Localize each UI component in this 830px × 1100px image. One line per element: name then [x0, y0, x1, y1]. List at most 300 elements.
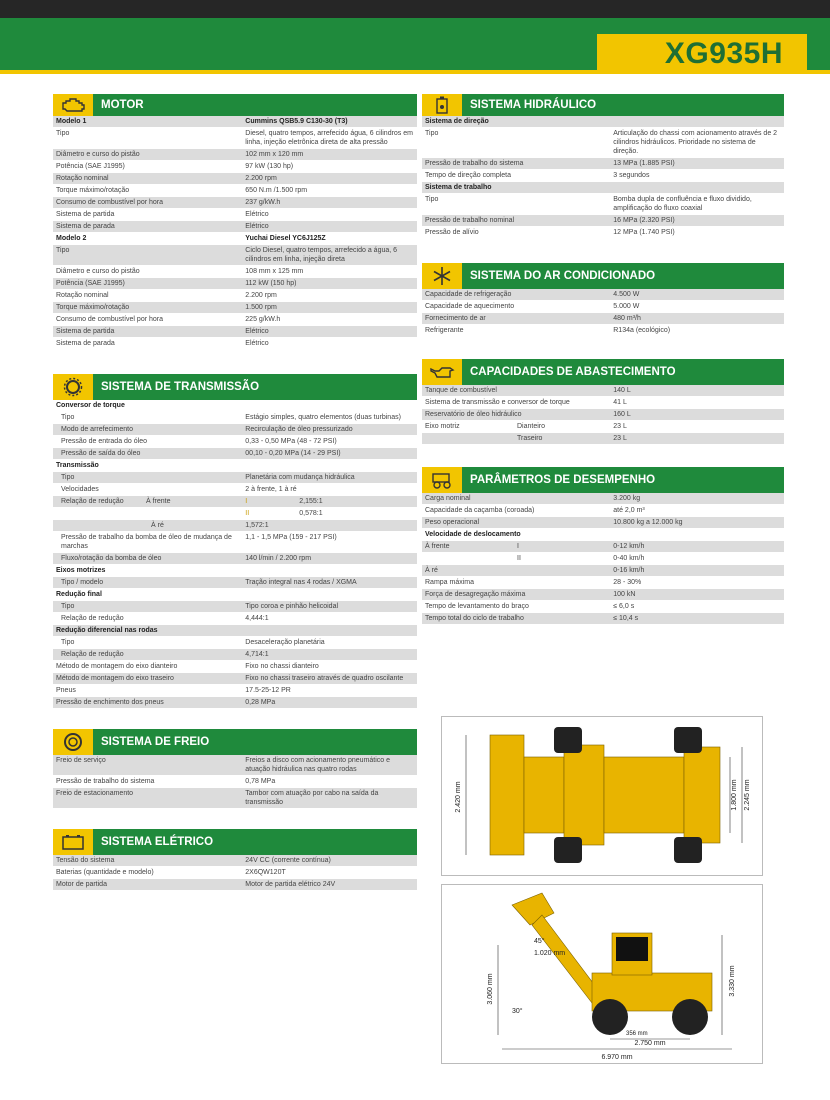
- spec-value: Freios a disco com acionamento pneumático e atuação hidráulica nas quatro rodas: [242, 755, 417, 776]
- gear-1-value: 2,155:1: [299, 498, 323, 505]
- empty-cell: [53, 508, 242, 520]
- spec-value: ≤ 10,4 s: [610, 613, 784, 625]
- spec-row: [53, 128, 417, 149]
- spec-row: [53, 855, 417, 867]
- spec-value: 10.800 kg a 12.000 kg: [610, 517, 784, 529]
- spec-value: 1,1 - 1,5 MPa (159 - 217 PSI): [242, 532, 417, 553]
- spec-value: 3 segundos: [610, 170, 784, 182]
- spec-row: [53, 302, 417, 314]
- eixo-row: [422, 421, 784, 433]
- spec-row: [422, 116, 784, 128]
- eletrico-table: [53, 855, 417, 891]
- spec-value: [610, 116, 784, 128]
- spec-label: Sistema de transmissão e conversor de torque: [422, 397, 610, 409]
- spec-label: Eixos motrizes: [53, 565, 242, 577]
- eletrico-section: [53, 829, 417, 891]
- reduction-re: À ré: [53, 520, 242, 532]
- spec-row: [422, 589, 784, 601]
- spec-row: [53, 149, 417, 161]
- spec-label: Tempo de direção completa: [422, 170, 610, 182]
- side-view-drawing: [441, 884, 763, 1064]
- spec-value: [610, 529, 784, 541]
- freio-title: SISTEMA DE FREIO: [101, 736, 210, 748]
- motor-title: MOTOR: [101, 99, 144, 111]
- spec-row: [422, 529, 784, 541]
- spec-row: [53, 436, 417, 448]
- spec-value: Tipo coroa e pinhão helicoidal: [242, 601, 417, 613]
- spec-value: [242, 625, 417, 637]
- desempenho-header: [422, 467, 784, 493]
- vel-label-cell: [422, 541, 610, 553]
- spec-label: Carga nominal: [422, 493, 610, 505]
- spec-label: Relação de redução: [53, 613, 242, 625]
- spec-label: Tipo: [53, 637, 242, 649]
- vel-row: [422, 541, 784, 553]
- spec-row: [422, 601, 784, 613]
- spec-value: R134a (ecológico): [610, 325, 784, 337]
- spec-label: Tipo: [53, 245, 242, 266]
- spec-value: 17.5-25-12 PR: [242, 685, 417, 697]
- spec-label: Sistema de direção: [422, 116, 610, 128]
- spec-row: [422, 170, 784, 182]
- top-view-drawing: [441, 716, 763, 876]
- spec-label: Pressão de trabalho do sistema: [53, 776, 242, 788]
- spec-value: 24V CC (corrente contínua): [242, 855, 417, 867]
- vel-row-2: [422, 553, 784, 565]
- cab-window: [616, 937, 648, 961]
- model-title: XG935H: [597, 34, 807, 74]
- loader-top-view: [442, 717, 762, 875]
- spec-row: [53, 233, 417, 245]
- transmissao-header: [53, 374, 417, 400]
- spec-row: [422, 128, 784, 158]
- spec-value: 00,10 - 0,20 MPa (14 - 29 PSI): [242, 448, 417, 460]
- spec-row: [422, 325, 784, 337]
- spec-row: [422, 613, 784, 625]
- spec-label: Pressão de enchimento dos pneus: [53, 697, 242, 709]
- spec-value: 4,444:1: [242, 613, 417, 625]
- dim-side-b: 3.060 mm: [487, 973, 494, 1005]
- eixo-label-cell: [422, 421, 610, 433]
- capacidades-header: [422, 359, 784, 385]
- spec-value: [242, 460, 417, 472]
- spec-label: Freio de estacionamento: [53, 788, 242, 809]
- vel-row-re: [422, 565, 784, 577]
- transmissao-section: [53, 374, 417, 709]
- spec-row: [53, 400, 417, 412]
- capacidades-title: CAPACIDADES DE ABASTECIMENTO: [470, 366, 676, 378]
- dim-top-a: 2.420 mm: [455, 781, 462, 813]
- dim-side-d: 356 mm: [626, 1031, 648, 1037]
- spec-label: Capacidade de refrigeração: [422, 289, 610, 301]
- spec-label: Relação de redução: [53, 649, 242, 661]
- hidraulico-table: [422, 116, 784, 239]
- spec-label: Velocidade de deslocamento: [422, 529, 610, 541]
- reduction-row: [53, 496, 417, 508]
- spec-label: Rotação nominal: [53, 290, 242, 302]
- spec-row: [53, 245, 417, 266]
- spec-label: Sistema de parada: [53, 221, 242, 233]
- spec-value: ≤ 6,0 s: [610, 601, 784, 613]
- spec-value: Planetária com mudança hidráulica: [242, 472, 417, 484]
- spec-label: Baterias (quantidade e modelo): [53, 867, 242, 879]
- spec-row: [53, 116, 417, 128]
- spec-row: [53, 424, 417, 436]
- eixo-dianteiro: Dianteiro: [517, 423, 546, 430]
- spec-value: 480 m³/h: [610, 313, 784, 325]
- spec-label: Método de montagem do eixo traseiro: [53, 673, 242, 685]
- spec-value: 140 L: [610, 385, 784, 397]
- spec-label: Capacidade da caçamba (coroada): [422, 505, 610, 517]
- dim-side-a: 1.020 mm: [534, 950, 566, 957]
- spec-row: [53, 685, 417, 697]
- spec-label: Tipo: [53, 412, 242, 424]
- spec-row: [53, 776, 417, 788]
- motor-table: [53, 116, 417, 350]
- vel-re-value: 0-16 km/h: [610, 565, 784, 577]
- spec-row: [53, 448, 417, 460]
- spec-row: [53, 266, 417, 278]
- spec-label: Conversor de torque: [53, 400, 242, 412]
- spec-label: Refrigerante: [422, 325, 610, 337]
- eixo-dianteiro-value: 23 L: [610, 421, 784, 433]
- freio-section: [53, 729, 417, 809]
- spec-value: [242, 565, 417, 577]
- spec-value: Tração integral nas 4 rodas / XGMA: [242, 577, 417, 589]
- vel-gear-2: II: [422, 553, 610, 565]
- spec-label: Método de montagem do eixo dianteiro: [53, 661, 242, 673]
- right-column: [422, 94, 784, 625]
- spec-value: 3.200 kg: [610, 493, 784, 505]
- spec-label: Pneus: [53, 685, 242, 697]
- hidraulico-header: [422, 94, 784, 116]
- spec-label: Motor de partida: [53, 879, 242, 891]
- spec-row: [53, 589, 417, 601]
- spec-label: Pressão de entrada do óleo: [53, 436, 242, 448]
- spec-row: [53, 185, 417, 197]
- spec-value: Diesel, quatro tempos, arrefecido água, 6 cilindros em linha, injeção eletrônica direta de alta pressão: [242, 128, 417, 149]
- hydraulic-tank-icon: [422, 94, 462, 116]
- spec-value: 225 g/kW.h: [242, 314, 417, 326]
- spec-label: Redução final: [53, 589, 242, 601]
- loader-side-view: [442, 885, 762, 1063]
- dim-side-c: 3.330 mm: [729, 965, 736, 997]
- ar-title: SISTEMA DO AR CONDICIONADO: [470, 270, 656, 282]
- spec-label: Modo de arrefecimento: [53, 424, 242, 436]
- spec-value: Elétrico: [242, 326, 417, 338]
- spec-label: Torque máximo/rotação: [53, 185, 242, 197]
- dim-side-g: 30°: [512, 1008, 523, 1015]
- vel-frente: À frente: [425, 543, 450, 550]
- spec-value: Elétrico: [242, 209, 417, 221]
- spec-row: [422, 577, 784, 589]
- spec-value: [242, 589, 417, 601]
- engine-icon: [53, 94, 93, 116]
- capacidades-table: [422, 385, 784, 445]
- spec-value: Desaceleração planetária: [242, 637, 417, 649]
- battery-icon: [53, 829, 93, 855]
- spec-label: Rotação nominal: [53, 173, 242, 185]
- spec-value: 2.200 rpm: [242, 173, 417, 185]
- dim-top-c: 2.245 mm: [744, 779, 751, 811]
- spec-label: Sistema de partida: [53, 209, 242, 221]
- spec-label: Sistema de parada: [53, 338, 242, 350]
- spec-row: [422, 385, 784, 397]
- spec-value: 1.500 rpm: [242, 302, 417, 314]
- spec-label: Modelo 2: [53, 233, 242, 245]
- spec-row: [53, 173, 417, 185]
- spec-row: [53, 601, 417, 613]
- spec-label: Sistema de partida: [53, 326, 242, 338]
- spec-label: Consumo de combustível por hora: [53, 314, 242, 326]
- vel-gear-1: I: [517, 543, 519, 550]
- reduction-values-cell-2: [242, 508, 417, 520]
- spec-label: Pressão de alívio: [422, 227, 610, 239]
- vel-gear-1-value: 0-12 km/h: [610, 541, 784, 553]
- spec-row: [422, 182, 784, 194]
- spec-value: 13 MPa (1.885 PSI): [610, 158, 784, 170]
- motor-section: [53, 94, 417, 350]
- spec-value: Articulação do chassi com acionamento através de 2 cilindros hidráulicos. Prioridade no sistema de direção.: [610, 128, 784, 158]
- spec-row: [53, 290, 417, 302]
- freio-table: [53, 755, 417, 809]
- spec-row: [53, 625, 417, 637]
- spec-row: [53, 326, 417, 338]
- spec-row: [53, 472, 417, 484]
- spec-value: 4.500 W: [610, 289, 784, 301]
- spec-value: 650 N.m /1.500 rpm: [242, 185, 417, 197]
- spec-value: Elétrico: [242, 221, 417, 233]
- spec-row: [53, 755, 417, 776]
- spec-row: [422, 313, 784, 325]
- spec-value: [610, 182, 784, 194]
- spec-label: Tensão do sistema: [53, 855, 242, 867]
- spec-value: 41 L: [610, 397, 784, 409]
- desempenho-section: [422, 467, 784, 625]
- spec-value: 100 kN: [610, 589, 784, 601]
- spec-value: Ciclo Diesel, quatro tempos, arrefecido a água, 6 cilindros em linha, injeção direta: [242, 245, 417, 266]
- spec-label: Tempo de levantamento do braço: [422, 601, 610, 613]
- spec-value: 112 kW (150 hp): [242, 278, 417, 290]
- spec-value: 2X6QW120T: [242, 867, 417, 879]
- ar-table: [422, 289, 784, 337]
- spec-row: [53, 484, 417, 496]
- ar-header: [422, 263, 784, 289]
- desempenho-title: PARÂMETROS DE DESEMPENHO: [470, 474, 656, 486]
- reduction-label-cell: [53, 496, 242, 508]
- spec-label: Torque máximo/rotação: [53, 302, 242, 314]
- eixo-traseiro: Traseiro: [422, 433, 610, 445]
- spec-row: [53, 460, 417, 472]
- spec-value: Tambor com atuação por cabo na saída da transmissão: [242, 788, 417, 809]
- spec-value: Motor de partida elétrico 24V: [242, 879, 417, 891]
- spec-label: Pressão de trabalho do sistema: [422, 158, 610, 170]
- spec-row: [53, 565, 417, 577]
- eixo-label: Eixo motriz: [425, 423, 460, 430]
- spec-value: 2.200 rpm: [242, 290, 417, 302]
- spec-row: [53, 338, 417, 350]
- spec-value: 160 L: [610, 409, 784, 421]
- gear-2: II: [245, 510, 250, 517]
- spec-row: [422, 301, 784, 313]
- spec-row: [422, 227, 784, 239]
- spec-label: Transmissão: [53, 460, 242, 472]
- transmissao-table: [53, 400, 417, 709]
- dim-top-b: 1.800 mm: [731, 779, 738, 811]
- spec-value: 5.000 W: [610, 301, 784, 313]
- spec-label: Freio de serviço: [53, 755, 242, 776]
- hidraulico-section: [422, 94, 784, 239]
- spec-value: Yuchai Diesel YC6J125Z: [242, 233, 417, 245]
- vel-re: À ré: [422, 565, 610, 577]
- spec-label: Rampa máxima: [422, 577, 610, 589]
- snowflake-icon: [422, 263, 462, 289]
- spec-row: [53, 697, 417, 709]
- reduction-frente: À frente: [146, 498, 171, 505]
- spec-value: 16 MPa (2.320 PSI): [610, 215, 784, 227]
- spec-row: [53, 577, 417, 589]
- spec-value: 108 mm x 125 mm: [242, 266, 417, 278]
- spec-label: Peso operacional: [422, 517, 610, 529]
- top-bar: [0, 0, 830, 18]
- spec-label: Tanque de combustível: [422, 385, 610, 397]
- spec-row: [53, 412, 417, 424]
- spec-value: Bomba dupla de confluência e fluxo dividido, amplificação do fluxo coaxial: [610, 194, 784, 215]
- motor-header: [53, 94, 417, 116]
- reduction-row-re: [53, 520, 417, 532]
- spec-label: Fluxo/rotação da bomba de óleo: [53, 553, 242, 565]
- spec-value: 0,33 - 0,50 MPa (48 - 72 PSI): [242, 436, 417, 448]
- spec-label: Capacidade de aquecimento: [422, 301, 610, 313]
- spec-label: Tempo total do ciclo de trabalho: [422, 613, 610, 625]
- spec-row: [422, 289, 784, 301]
- spec-row: [53, 661, 417, 673]
- spec-row: [53, 553, 417, 565]
- desempenho-table: [422, 493, 784, 625]
- reduction-label: Relação de redução: [61, 498, 124, 505]
- gear-2-value: 0,578:1: [299, 510, 323, 517]
- spec-label: Pressão de trabalho da bomba de óleo de mudança de marchas: [53, 532, 242, 553]
- eletrico-header: [53, 829, 417, 855]
- spec-value: Elétrico: [242, 338, 417, 350]
- spec-label: Tipo: [53, 472, 242, 484]
- spec-value: [242, 400, 417, 412]
- spec-label: Tipo: [53, 128, 242, 149]
- reduction-re-value: 1,572:1: [242, 520, 417, 532]
- loader-icon: [422, 467, 462, 493]
- spec-row: [53, 613, 417, 625]
- spec-value: 2 à frente, 1 à ré: [242, 484, 417, 496]
- spec-row: [422, 194, 784, 215]
- spec-value: 140 l/min / 2.200 rpm: [242, 553, 417, 565]
- hidraulico-title: SISTEMA HIDRÁULICO: [470, 99, 597, 111]
- spec-row: [53, 532, 417, 553]
- spec-value: até 2,0 m³: [610, 505, 784, 517]
- oil-can-icon: [422, 359, 462, 385]
- spec-row: [53, 637, 417, 649]
- spec-label: Tipo: [422, 128, 610, 158]
- spec-row: [53, 161, 417, 173]
- spec-row: [422, 409, 784, 421]
- reduction-row-2: [53, 508, 417, 520]
- spec-value: 102 mm x 120 mm: [242, 149, 417, 161]
- spec-label: Força de desagregação máxima: [422, 589, 610, 601]
- spec-value: 12 MPa (1.740 PSI): [610, 227, 784, 239]
- dim-side-angle: 45°: [534, 938, 545, 945]
- spec-label: Redução diferencial nas rodas: [53, 625, 242, 637]
- spec-row: [422, 158, 784, 170]
- spec-label: Tipo: [53, 601, 242, 613]
- spec-row: [422, 397, 784, 409]
- spec-label: Pressão de saída do óleo: [53, 448, 242, 460]
- spec-row: [53, 209, 417, 221]
- spec-label: Diâmetro e curso do pistão: [53, 149, 242, 161]
- spec-value: 0,28 MPa: [242, 697, 417, 709]
- gear-icon: [53, 374, 93, 400]
- spec-value: 97 kW (130 hp): [242, 161, 417, 173]
- spec-row: [422, 517, 784, 529]
- spec-label: Tipo / modelo: [53, 577, 242, 589]
- spec-label: Potência (SAE J1995): [53, 278, 242, 290]
- left-column: [53, 94, 417, 891]
- spec-label: Reservatório de óleo hidráulico: [422, 409, 610, 421]
- freio-header: [53, 729, 417, 755]
- spec-row: [53, 867, 417, 879]
- dim-side-e: 2.750 mm: [634, 1040, 666, 1047]
- spec-row: [53, 673, 417, 685]
- capacidades-section: [422, 359, 784, 445]
- vel-gear-2-value: 0-40 km/h: [610, 553, 784, 565]
- spec-value: 28 - 30%: [610, 577, 784, 589]
- eixo-row-2: [422, 433, 784, 445]
- spec-value: Fixo no chassi traseiro através de quadro oscilante: [242, 673, 417, 685]
- spec-row: [53, 221, 417, 233]
- tire-icon: [53, 729, 93, 755]
- spec-row: [53, 197, 417, 209]
- spec-label: Sistema de trabalho: [422, 182, 610, 194]
- spec-row: [422, 505, 784, 517]
- ar-section: [422, 263, 784, 337]
- reduction-values-cell: [242, 496, 417, 508]
- spec-label: Diâmetro e curso do pistão: [53, 266, 242, 278]
- spec-value: Fixo no chassi dianteiro: [242, 661, 417, 673]
- spec-value: Recirculação de óleo pressurizado: [242, 424, 417, 436]
- spec-label: Pressão de trabalho nominal: [422, 215, 610, 227]
- spec-value: 0,78 MPa: [242, 776, 417, 788]
- spec-row: [53, 879, 417, 891]
- spec-value: Estágio simples, quatro elementos (duas turbinas): [242, 412, 417, 424]
- spec-label: Fornecimento de ar: [422, 313, 610, 325]
- spec-row: [422, 215, 784, 227]
- spec-value: 237 g/kW.h: [242, 197, 417, 209]
- spec-label: Tipo: [422, 194, 610, 215]
- spec-row: [53, 314, 417, 326]
- spec-value: Cummins QSB5.9 C130-30 (T3): [242, 116, 417, 128]
- spec-row: [53, 788, 417, 809]
- spec-label: Modelo 1: [53, 116, 242, 128]
- eletrico-title: SISTEMA ELÉTRICO: [101, 836, 214, 848]
- spec-row: [53, 649, 417, 661]
- eixo-traseiro-value: 23 L: [610, 433, 784, 445]
- spec-row: [53, 278, 417, 290]
- spec-label: Potência (SAE J1995): [53, 161, 242, 173]
- dim-side-f: 6.970 mm: [601, 1054, 633, 1061]
- spec-label: Consumo de combustível por hora: [53, 197, 242, 209]
- transmissao-title: SISTEMA DE TRANSMISSÃO: [101, 381, 260, 393]
- spec-label: Velocidades: [53, 484, 242, 496]
- spec-row: [422, 493, 784, 505]
- spec-value: 4,714:1: [242, 649, 417, 661]
